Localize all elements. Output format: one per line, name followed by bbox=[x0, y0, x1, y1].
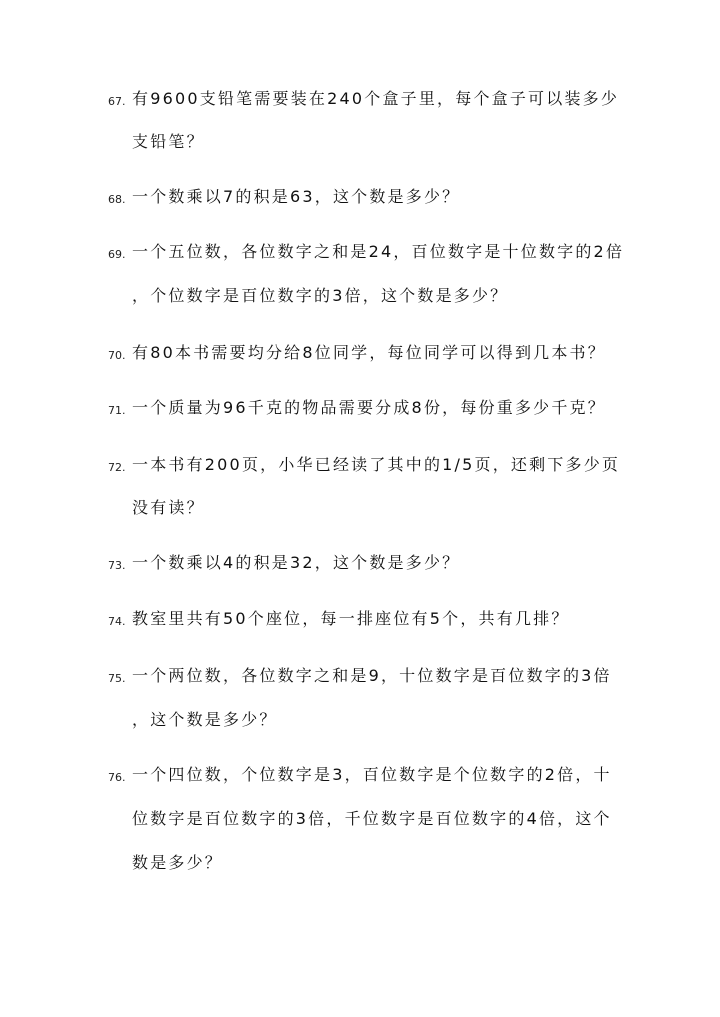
problem-number: 70. bbox=[108, 349, 126, 362]
problem-number: 73. bbox=[108, 559, 126, 572]
problem-text-line: 支铅笔？ bbox=[132, 132, 205, 151]
problem-text-line: ，这个数是多少？ bbox=[132, 710, 278, 729]
problem-number: 72. bbox=[108, 461, 126, 474]
problem-number: 68. bbox=[108, 193, 126, 206]
problem-text-line: ，个位数字是百位数字的3倍，这个数是多少？ bbox=[132, 286, 509, 305]
problem-text-line: 位数字是百位数字的3倍，千位数字是百位数字的4倍，这个 bbox=[132, 809, 612, 828]
problem-text-line: 数是多少？ bbox=[132, 853, 224, 872]
problem-text-line: 一个五位数，各位数字之和是24，百位数字是十位数字的2倍 bbox=[132, 242, 625, 261]
problem-number: 74. bbox=[108, 615, 126, 628]
problem-number: 67. bbox=[108, 95, 126, 108]
problem-text-line: 一个质量为96千克的物品需要分成8份，每份重多少千克？ bbox=[132, 398, 606, 417]
problem-text-line: 有9600支铅笔需要装在240个盒子里，每个盒子可以装多少 bbox=[132, 89, 620, 108]
problem-text-line: 没有读？ bbox=[132, 498, 205, 517]
problem-number: 69. bbox=[108, 248, 126, 261]
problem-number: 75. bbox=[108, 672, 126, 685]
problem-text-line: 一个数乘以7的积是63，这个数是多少？ bbox=[132, 187, 461, 206]
problem-text-line: 一个四位数，个位数字是3，百位数字是个位数字的2倍，十 bbox=[132, 765, 612, 784]
problem-text-line: 一个两位数，各位数字之和是9，十位数字是百位数字的3倍 bbox=[132, 666, 612, 685]
problem-number: 71. bbox=[108, 404, 126, 417]
problem-text-line: 有80本书需要均分给8位同学，每位同学可以得到几本书？ bbox=[132, 343, 606, 362]
problem-text-line: 一本书有200页，小华已经读了其中的1/5页，还剩下多少页 bbox=[132, 455, 621, 474]
problem-text-line: 教室里共有50个座位，每一排座位有5个，共有几排？ bbox=[132, 609, 570, 628]
problem-text-line: 一个数乘以4的积是32，这个数是多少？ bbox=[132, 553, 461, 572]
problem-number: 76. bbox=[108, 771, 126, 784]
